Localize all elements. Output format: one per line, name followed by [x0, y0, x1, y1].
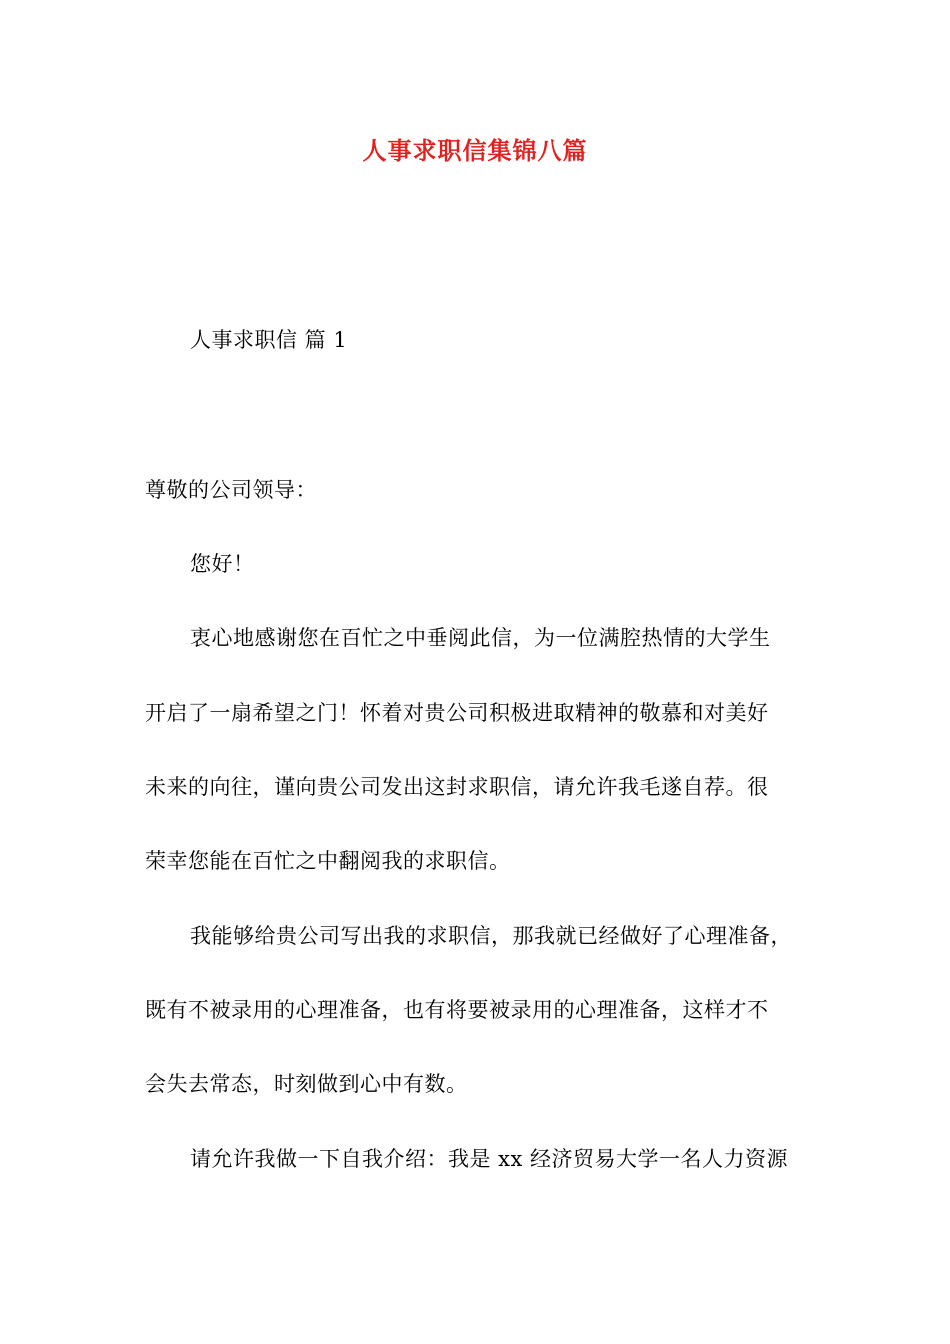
paragraph-line: 开启了一扇希望之门！怀着对贵公司积极进取精神的敬慕和对美好 — [145, 701, 769, 725]
paragraph-line: 荣幸您能在百忙之中翻阅我的求职信。 — [145, 849, 511, 873]
paragraph-line: 未来的向往，谨向贵公司发出这封求职信，请允许我毛遂自荐。很 — [145, 775, 769, 799]
paragraph-line: 我能够给贵公司写出我的求职信，那我就已经做好了心理准备， — [190, 924, 792, 948]
greeting: 您好！ — [190, 552, 255, 576]
document-title: 人事求职信集锦八篇 — [362, 136, 588, 165]
paragraph-line: 会失去常态，时刻做到心中有数。 — [145, 1072, 468, 1096]
paragraph-line: 既有不被录用的心理准备，也有将要被录用的心理准备，这样才不 — [145, 998, 769, 1022]
paragraph-line: 衷心地感谢您在百忙之中垂阅此信，为一位满腔热情的大学生 — [190, 626, 771, 650]
section-heading: 人事求职信 篇 1 — [190, 328, 348, 352]
paragraph-line: 请允许我做一下自我介绍：我是 xx 经济贸易大学一名人力资源 — [190, 1147, 789, 1171]
salutation: 尊敬的公司领导： — [145, 478, 317, 502]
